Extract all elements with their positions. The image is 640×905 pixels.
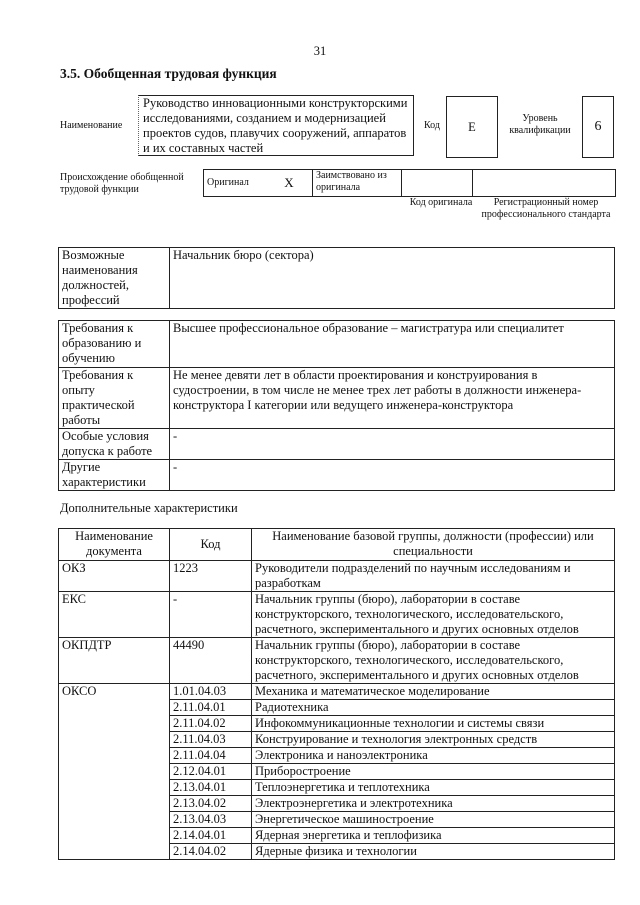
table-row-name: Руководители подразделений по научным исследованиям и разработкам bbox=[252, 561, 615, 592]
okso-code: 2.13.04.03 bbox=[170, 812, 252, 828]
okso-label: ОКСО bbox=[59, 684, 170, 860]
page-number: 31 bbox=[313, 44, 327, 58]
table-row-code: 44490 bbox=[170, 638, 252, 684]
okso-code: 2.11.04.01 bbox=[170, 700, 252, 716]
origin-label: Происхождение обобщенной трудовой функции bbox=[60, 172, 184, 195]
req-special-value: - bbox=[170, 429, 615, 460]
code-original-caption: Код оригинала bbox=[409, 197, 473, 208]
req-education-value: Высшее профессиональное образование – магистратура или специалитет bbox=[170, 321, 615, 368]
okso-name: Ядерные физика и технологии bbox=[252, 844, 615, 860]
req-other-label: Другие характеристики bbox=[59, 460, 170, 491]
positions-table bbox=[58, 247, 615, 309]
positions-value: Начальник бюро (сектора) bbox=[170, 248, 615, 309]
okso-code: 2.13.04.01 bbox=[170, 780, 252, 796]
table-row-name: Начальник группы (бюро), лаборатории в составе конструкторского, технологического, исследовательского, расчетного, экспериментального и других основных отделов bbox=[252, 638, 615, 684]
okso-code: 2.14.04.02 bbox=[170, 844, 252, 860]
okso-name: Энергетическое машиностроение bbox=[252, 812, 615, 828]
header-doc: Наименование документа bbox=[59, 529, 170, 561]
function-name-box: Руководство инновационными конструкторскими исследованиями, созданием и модернизацией проектов судов, плавучих сооружений, аппаратов и их составных частей bbox=[138, 95, 414, 156]
header-name: Наименование базовой группы, должности (профессии) или специальности bbox=[252, 529, 615, 561]
origin-reg-cell bbox=[473, 170, 616, 197]
okso-name: Теплоэнергетика и теплотехника bbox=[252, 780, 615, 796]
req-special-label: Особые условия допуска к работе bbox=[59, 429, 170, 460]
okso-name: Ядерная энергетика и теплофизика bbox=[252, 828, 615, 844]
additional-title: Дополнительные характеристики bbox=[60, 501, 238, 515]
req-education-label: Требования к образованию и обучению bbox=[59, 321, 170, 368]
okso-code: 2.13.04.02 bbox=[170, 796, 252, 812]
okso-name: Приборостроение bbox=[252, 764, 615, 780]
level-box: 6 bbox=[582, 96, 614, 158]
table-row-code: 1223 bbox=[170, 561, 252, 592]
okso-name: Механика и математическое моделирование bbox=[252, 684, 615, 700]
requirements-table bbox=[58, 320, 615, 491]
table-row-doc: ОКПДТР bbox=[59, 638, 170, 684]
header-code: Код bbox=[170, 529, 252, 561]
level-label: Уровень квалификации bbox=[509, 113, 571, 136]
req-experience-label: Требования к опыту практической работы bbox=[59, 368, 170, 429]
okso-name: Инфокоммуникационные технологии и системы связи bbox=[252, 716, 615, 732]
okso-name: Радиотехника bbox=[252, 700, 615, 716]
okso-code: 2.11.04.04 bbox=[170, 748, 252, 764]
okso-name: Электроэнергетика и электротехника bbox=[252, 796, 615, 812]
okso-code: 2.11.04.02 bbox=[170, 716, 252, 732]
code-box: E bbox=[446, 96, 498, 158]
original-label: Оригинал bbox=[204, 170, 267, 197]
positions-label: Возможные наименования должностей, профессий bbox=[59, 248, 170, 309]
table-row-name: Начальник группы (бюро), лаборатории в составе конструкторского, технологического, исследовательского, расчетного, экспериментального и других основных отделов bbox=[252, 592, 615, 638]
table-row-doc: ОКЗ bbox=[59, 561, 170, 592]
origin-code-cell bbox=[402, 170, 473, 197]
code-label: Код bbox=[424, 120, 440, 131]
okso-code: 2.12.04.01 bbox=[170, 764, 252, 780]
req-experience-value: Не менее девяти лет в области проектирования и конструирования в судостроении, в том числе не менее трех лет работы в должности инженера-конструктора I категории или ведущего инженера-конструктора bbox=[170, 368, 615, 429]
reg-number-caption: Регистрационный номер профессионального стандарта bbox=[481, 197, 611, 220]
okso-code: 1.01.04.03 bbox=[170, 684, 252, 700]
origin-table bbox=[203, 169, 616, 197]
table-row-code: - bbox=[170, 592, 252, 638]
section-title: 3.5. Обобщенная трудовая функция bbox=[60, 66, 277, 81]
okso-code: 2.11.04.03 bbox=[170, 732, 252, 748]
original-mark: X bbox=[266, 170, 313, 197]
borrowed-label: Заимствовано из оригинала bbox=[313, 170, 402, 197]
name-label: Наименование bbox=[60, 120, 123, 131]
table-row-doc: ЕКС bbox=[59, 592, 170, 638]
additional-table bbox=[58, 528, 615, 860]
okso-name: Электроника и наноэлектроника bbox=[252, 748, 615, 764]
okso-code: 2.14.04.01 bbox=[170, 828, 252, 844]
req-other-value: - bbox=[170, 460, 615, 491]
okso-name: Конструирование и технология электронных средств bbox=[252, 732, 615, 748]
